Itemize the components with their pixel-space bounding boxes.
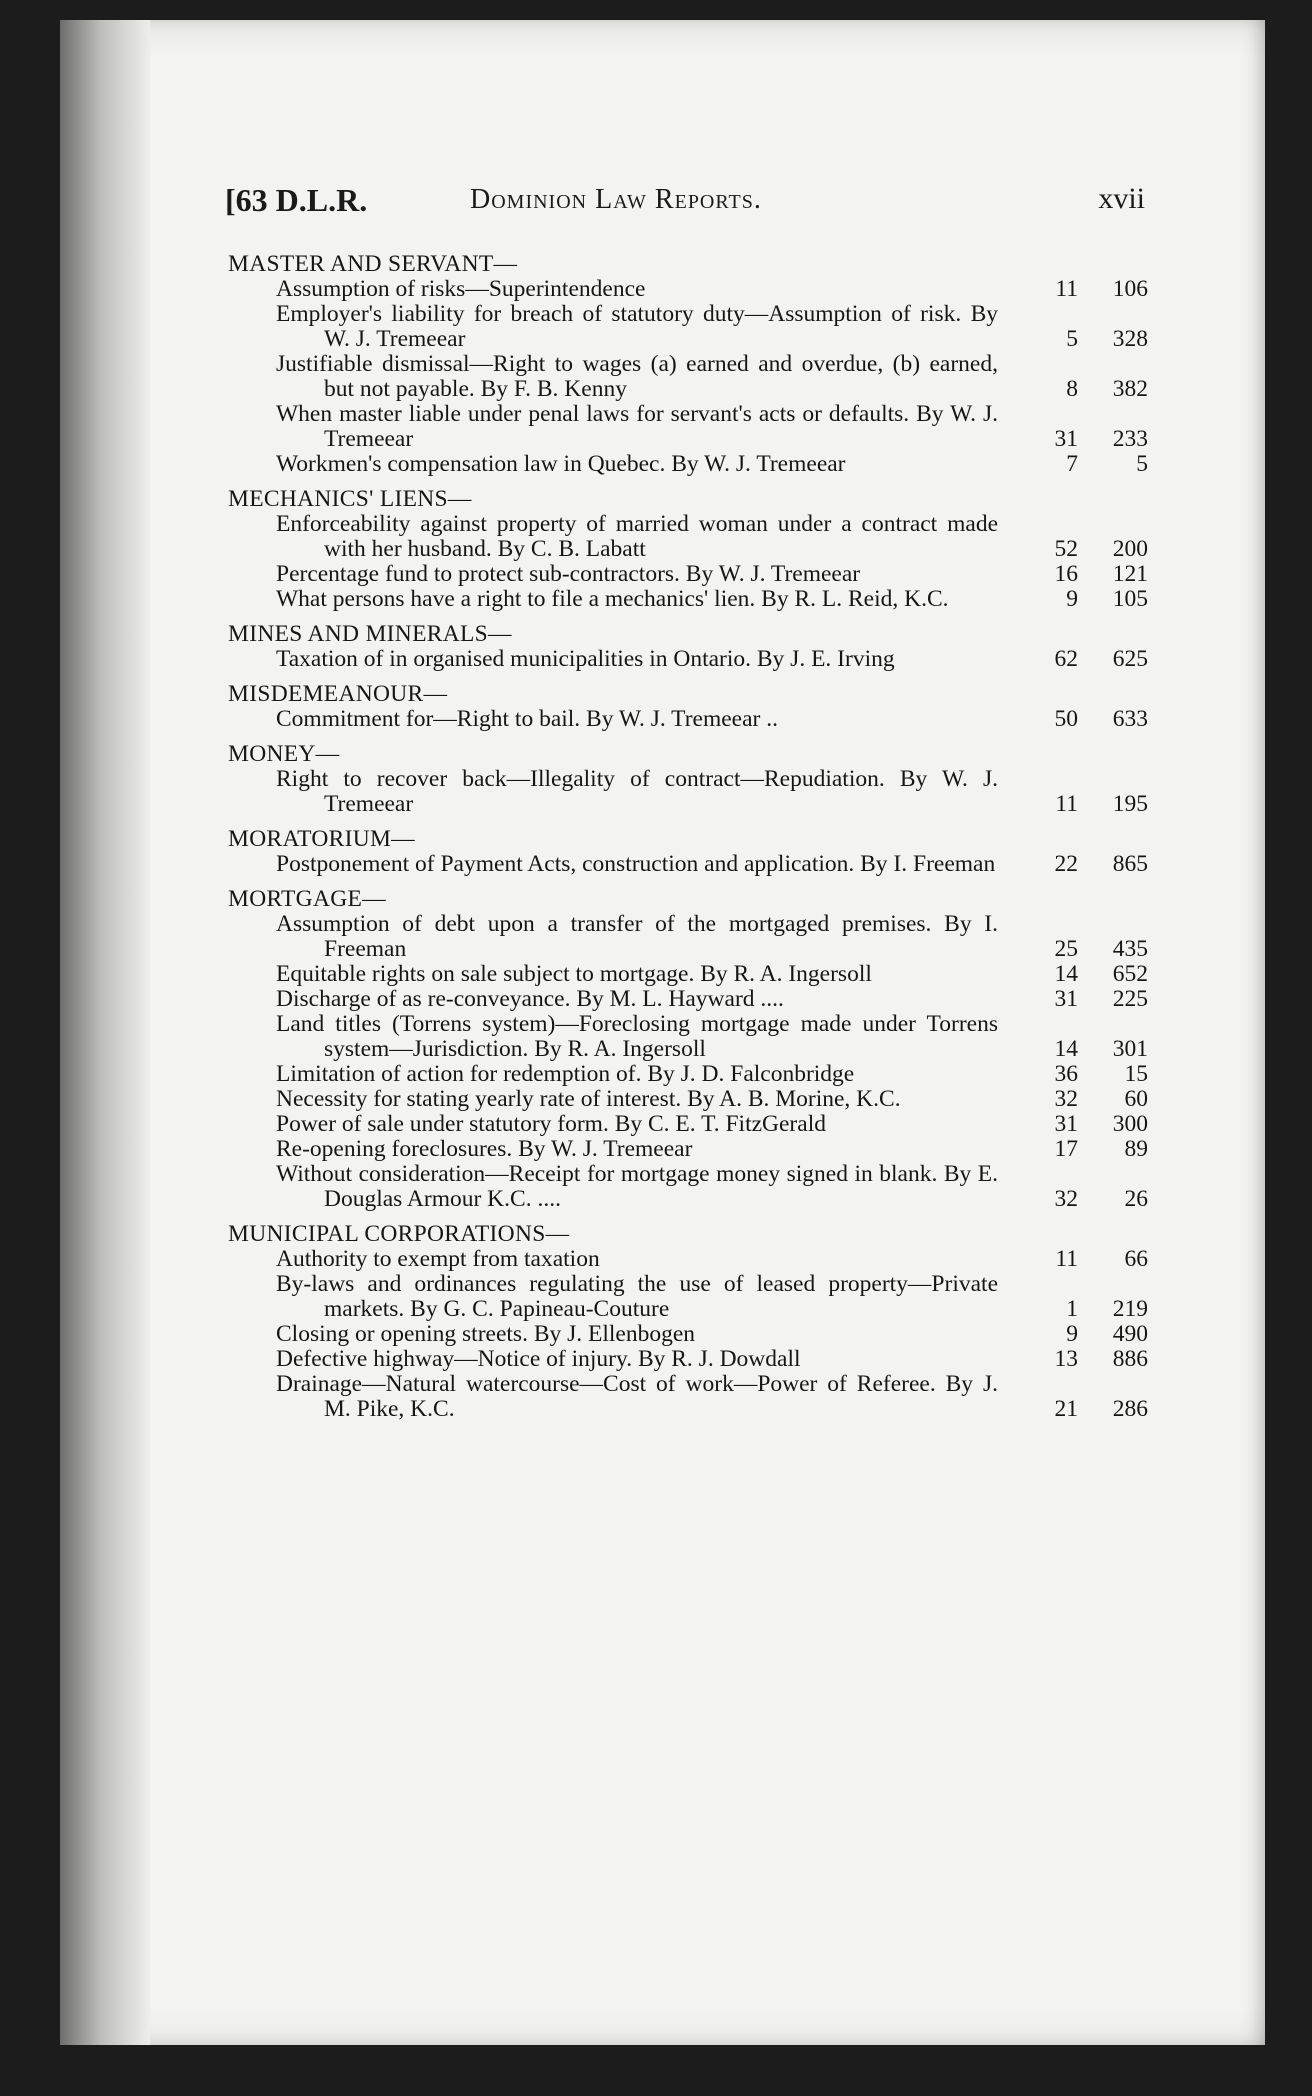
index-entry	[228, 1247, 1148, 1272]
index-entry	[228, 1112, 1148, 1137]
section-heading: MONEY—	[228, 741, 340, 767]
entry-volume: 14	[1054, 1036, 1078, 1062]
index-section	[228, 487, 1148, 612]
entry-page: 106	[1112, 276, 1148, 302]
entry-page: 105	[1112, 586, 1148, 612]
entry-title: Re-opening foreclosures. By W. J. Tremeear	[276, 1136, 693, 1162]
index-entry	[228, 352, 1148, 402]
index-entry	[228, 1372, 1148, 1422]
entry-page: 5	[1136, 451, 1148, 477]
entry-volume: 31	[1054, 986, 1078, 1012]
index-entry	[228, 767, 1148, 817]
index-entry	[228, 402, 1148, 452]
entry-page: 652	[1112, 961, 1148, 987]
entry-title: Defective highway—Notice of injury. By R. J. Dowdall	[276, 1346, 801, 1372]
entry-page: 200	[1112, 536, 1148, 562]
entry-page: 26	[1124, 1186, 1148, 1212]
entry-title: Employer's liability for breach of statutory duty—Assumption of risk. By W. J. Tremeear	[276, 301, 998, 352]
entry-title: Taxation of in organised municipalities in Ontario. By J. E. Irving	[276, 646, 895, 672]
index-section	[228, 827, 1148, 877]
entry-volume: 22	[1054, 851, 1078, 877]
entry-volume: 11	[1055, 276, 1078, 302]
entry-volume: 5	[1066, 326, 1078, 352]
entry-page: 435	[1112, 936, 1148, 962]
index-entry	[228, 1272, 1148, 1322]
entry-page: 219	[1112, 1296, 1148, 1322]
section-heading: MISDEMEANOUR—	[228, 681, 448, 707]
entry-title: Discharge of as re-conveyance. By M. L. Hayward ....	[276, 986, 784, 1012]
index-entry	[228, 1087, 1148, 1112]
section-heading: MINES AND MINERALS—	[228, 621, 512, 647]
entry-volume: 31	[1054, 426, 1078, 452]
entry-page: 121	[1112, 561, 1148, 587]
volume-reference: [63 D.L.R.	[225, 182, 368, 218]
index-entry	[228, 512, 1148, 562]
entry-page: 300	[1112, 1111, 1148, 1137]
entry-title: Necessity for stating yearly rate of interest. By A. B. Morine, K.C.	[276, 1086, 901, 1112]
index-entry	[228, 587, 1148, 612]
section-heading: MORTGAGE—	[228, 886, 386, 912]
index-entry	[228, 987, 1148, 1012]
entry-title: Enforceability against property of married woman under a contract made with her husband. By C. B. Labatt	[276, 511, 998, 562]
entry-title: Right to recover back—Illegality of contract—Repudiation. By W. J. Tremeear	[276, 766, 998, 817]
index-entry	[228, 1062, 1148, 1087]
entry-title: Percentage fund to protect sub-contractors. By W. J. Tremeear	[276, 561, 861, 587]
index-entry	[228, 452, 1148, 477]
entry-volume: 36	[1054, 1061, 1078, 1087]
index-content	[228, 252, 1148, 1422]
entry-page: 490	[1112, 1321, 1148, 1347]
entry-page: 60	[1124, 1086, 1148, 1112]
entry-volume: 52	[1054, 536, 1078, 562]
entry-volume: 7	[1066, 451, 1078, 477]
entry-page: 286	[1112, 1396, 1148, 1422]
book-page	[60, 20, 1265, 2045]
entry-page: 15	[1124, 1061, 1148, 1087]
index-section	[228, 682, 1148, 732]
index-entry	[228, 852, 1148, 877]
index-entry	[228, 912, 1148, 962]
entry-volume: 1	[1066, 1296, 1078, 1322]
entry-title: Assumption of debt upon a transfer of the mortgaged premises. By I. Freeman	[276, 911, 998, 962]
entry-page: 625	[1112, 646, 1148, 672]
entry-title: Without consideration—Receipt for mortgage money signed in blank. By E. Douglas Armour K.C. ....	[276, 1161, 998, 1212]
entry-page: 886	[1112, 1346, 1148, 1372]
index-section	[228, 887, 1148, 1212]
entry-title: Commitment for—Right to bail. By W. J. Tremeear ..	[276, 706, 778, 732]
entry-title: Authority to exempt from taxation	[276, 1246, 600, 1272]
entry-volume: 16	[1054, 561, 1078, 587]
entry-title: Workmen's compensation law in Quebec. By W. J. Tremeear	[276, 451, 846, 477]
index-section	[228, 252, 1148, 477]
entry-page: 328	[1112, 326, 1148, 352]
index-entry	[228, 562, 1148, 587]
entry-volume: 62	[1054, 646, 1078, 672]
entry-title: When master liable under penal laws for servant's acts or defaults. By W. J. Tremeear	[276, 401, 998, 452]
index-entry	[228, 647, 1148, 672]
section-heading: MASTER AND SERVANT—	[228, 251, 518, 277]
entry-volume: 32	[1054, 1086, 1078, 1112]
entry-volume: 25	[1054, 936, 1078, 962]
entry-volume: 31	[1054, 1111, 1078, 1137]
index-entry	[228, 707, 1148, 732]
entry-page: 195	[1112, 791, 1148, 817]
section-heading: MECHANICS' LIENS—	[228, 486, 472, 512]
entry-page: 225	[1112, 986, 1148, 1012]
entry-volume: 11	[1055, 791, 1078, 817]
index-section	[228, 1222, 1148, 1422]
entry-page: 66	[1124, 1246, 1148, 1272]
index-entry	[228, 1137, 1148, 1162]
entry-title: Postponement of Payment Acts, construction and application. By I. Freeman	[276, 851, 996, 877]
entry-title: Land titles (Torrens system)—Foreclosing mortgage made under Torrens system—Jurisdiction. By R. A. Ingersoll	[276, 1011, 998, 1062]
page-number: xvii	[1098, 182, 1145, 215]
index-entry	[228, 302, 1148, 352]
entry-page: 233	[1112, 426, 1148, 452]
entry-volume: 50	[1054, 706, 1078, 732]
entry-volume: 9	[1066, 1321, 1078, 1347]
entry-volume: 14	[1054, 961, 1078, 987]
entry-page: 633	[1112, 706, 1148, 732]
entry-volume: 13	[1054, 1346, 1078, 1372]
entry-volume: 11	[1055, 1246, 1078, 1272]
entry-title: Power of sale under statutory form. By C. E. T. FitzGerald	[276, 1111, 826, 1137]
publication-title: Dominion Law Reports.	[470, 184, 762, 215]
entry-volume: 32	[1054, 1186, 1078, 1212]
entry-page: 301	[1112, 1036, 1148, 1062]
entry-volume: 17	[1054, 1136, 1078, 1162]
entry-page: 382	[1112, 376, 1148, 402]
entry-title: What persons have a right to file a mechanics' lien. By R. L. Reid, K.C.	[276, 586, 949, 612]
index-entry	[228, 1322, 1148, 1347]
entry-title: Equitable rights on sale subject to mortgage. By R. A. Ingersoll	[276, 961, 872, 987]
section-heading: MORATORIUM—	[228, 826, 415, 852]
entry-page: 865	[1112, 851, 1148, 877]
index-entry	[228, 1347, 1148, 1372]
index-entry	[228, 1012, 1148, 1062]
entry-title: Assumption of risks—Superintendence	[276, 276, 646, 302]
entry-title: Drainage—Natural watercourse—Cost of work—Power of Referee. By J. M. Pike, K.C.	[276, 1371, 998, 1422]
entry-title: Limitation of action for redemption of. By J. D. Falconbridge	[276, 1061, 855, 1087]
index-section	[228, 622, 1148, 672]
index-section	[228, 742, 1148, 817]
index-entry	[228, 277, 1148, 302]
index-entry	[228, 1162, 1148, 1212]
index-entry	[228, 962, 1148, 987]
entry-volume: 21	[1054, 1396, 1078, 1422]
entry-page: 89	[1124, 1136, 1148, 1162]
entry-title: Justifiable dismissal—Right to wages (a) earned and overdue, (b) earned, but not payable. By F. B. Kenny	[276, 351, 998, 402]
entry-volume: 9	[1066, 586, 1078, 612]
section-heading: MUNICIPAL CORPORATIONS—	[228, 1221, 570, 1247]
entry-title: Closing or opening streets. By J. Ellenbogen	[276, 1321, 696, 1347]
entry-title: By-laws and ordinances regulating the use of leased property—Private markets. By G. C. Papineau-Couture	[276, 1271, 998, 1322]
page-gutter-shadow	[60, 20, 150, 2045]
entry-volume: 8	[1066, 376, 1078, 402]
running-header	[225, 182, 1145, 232]
